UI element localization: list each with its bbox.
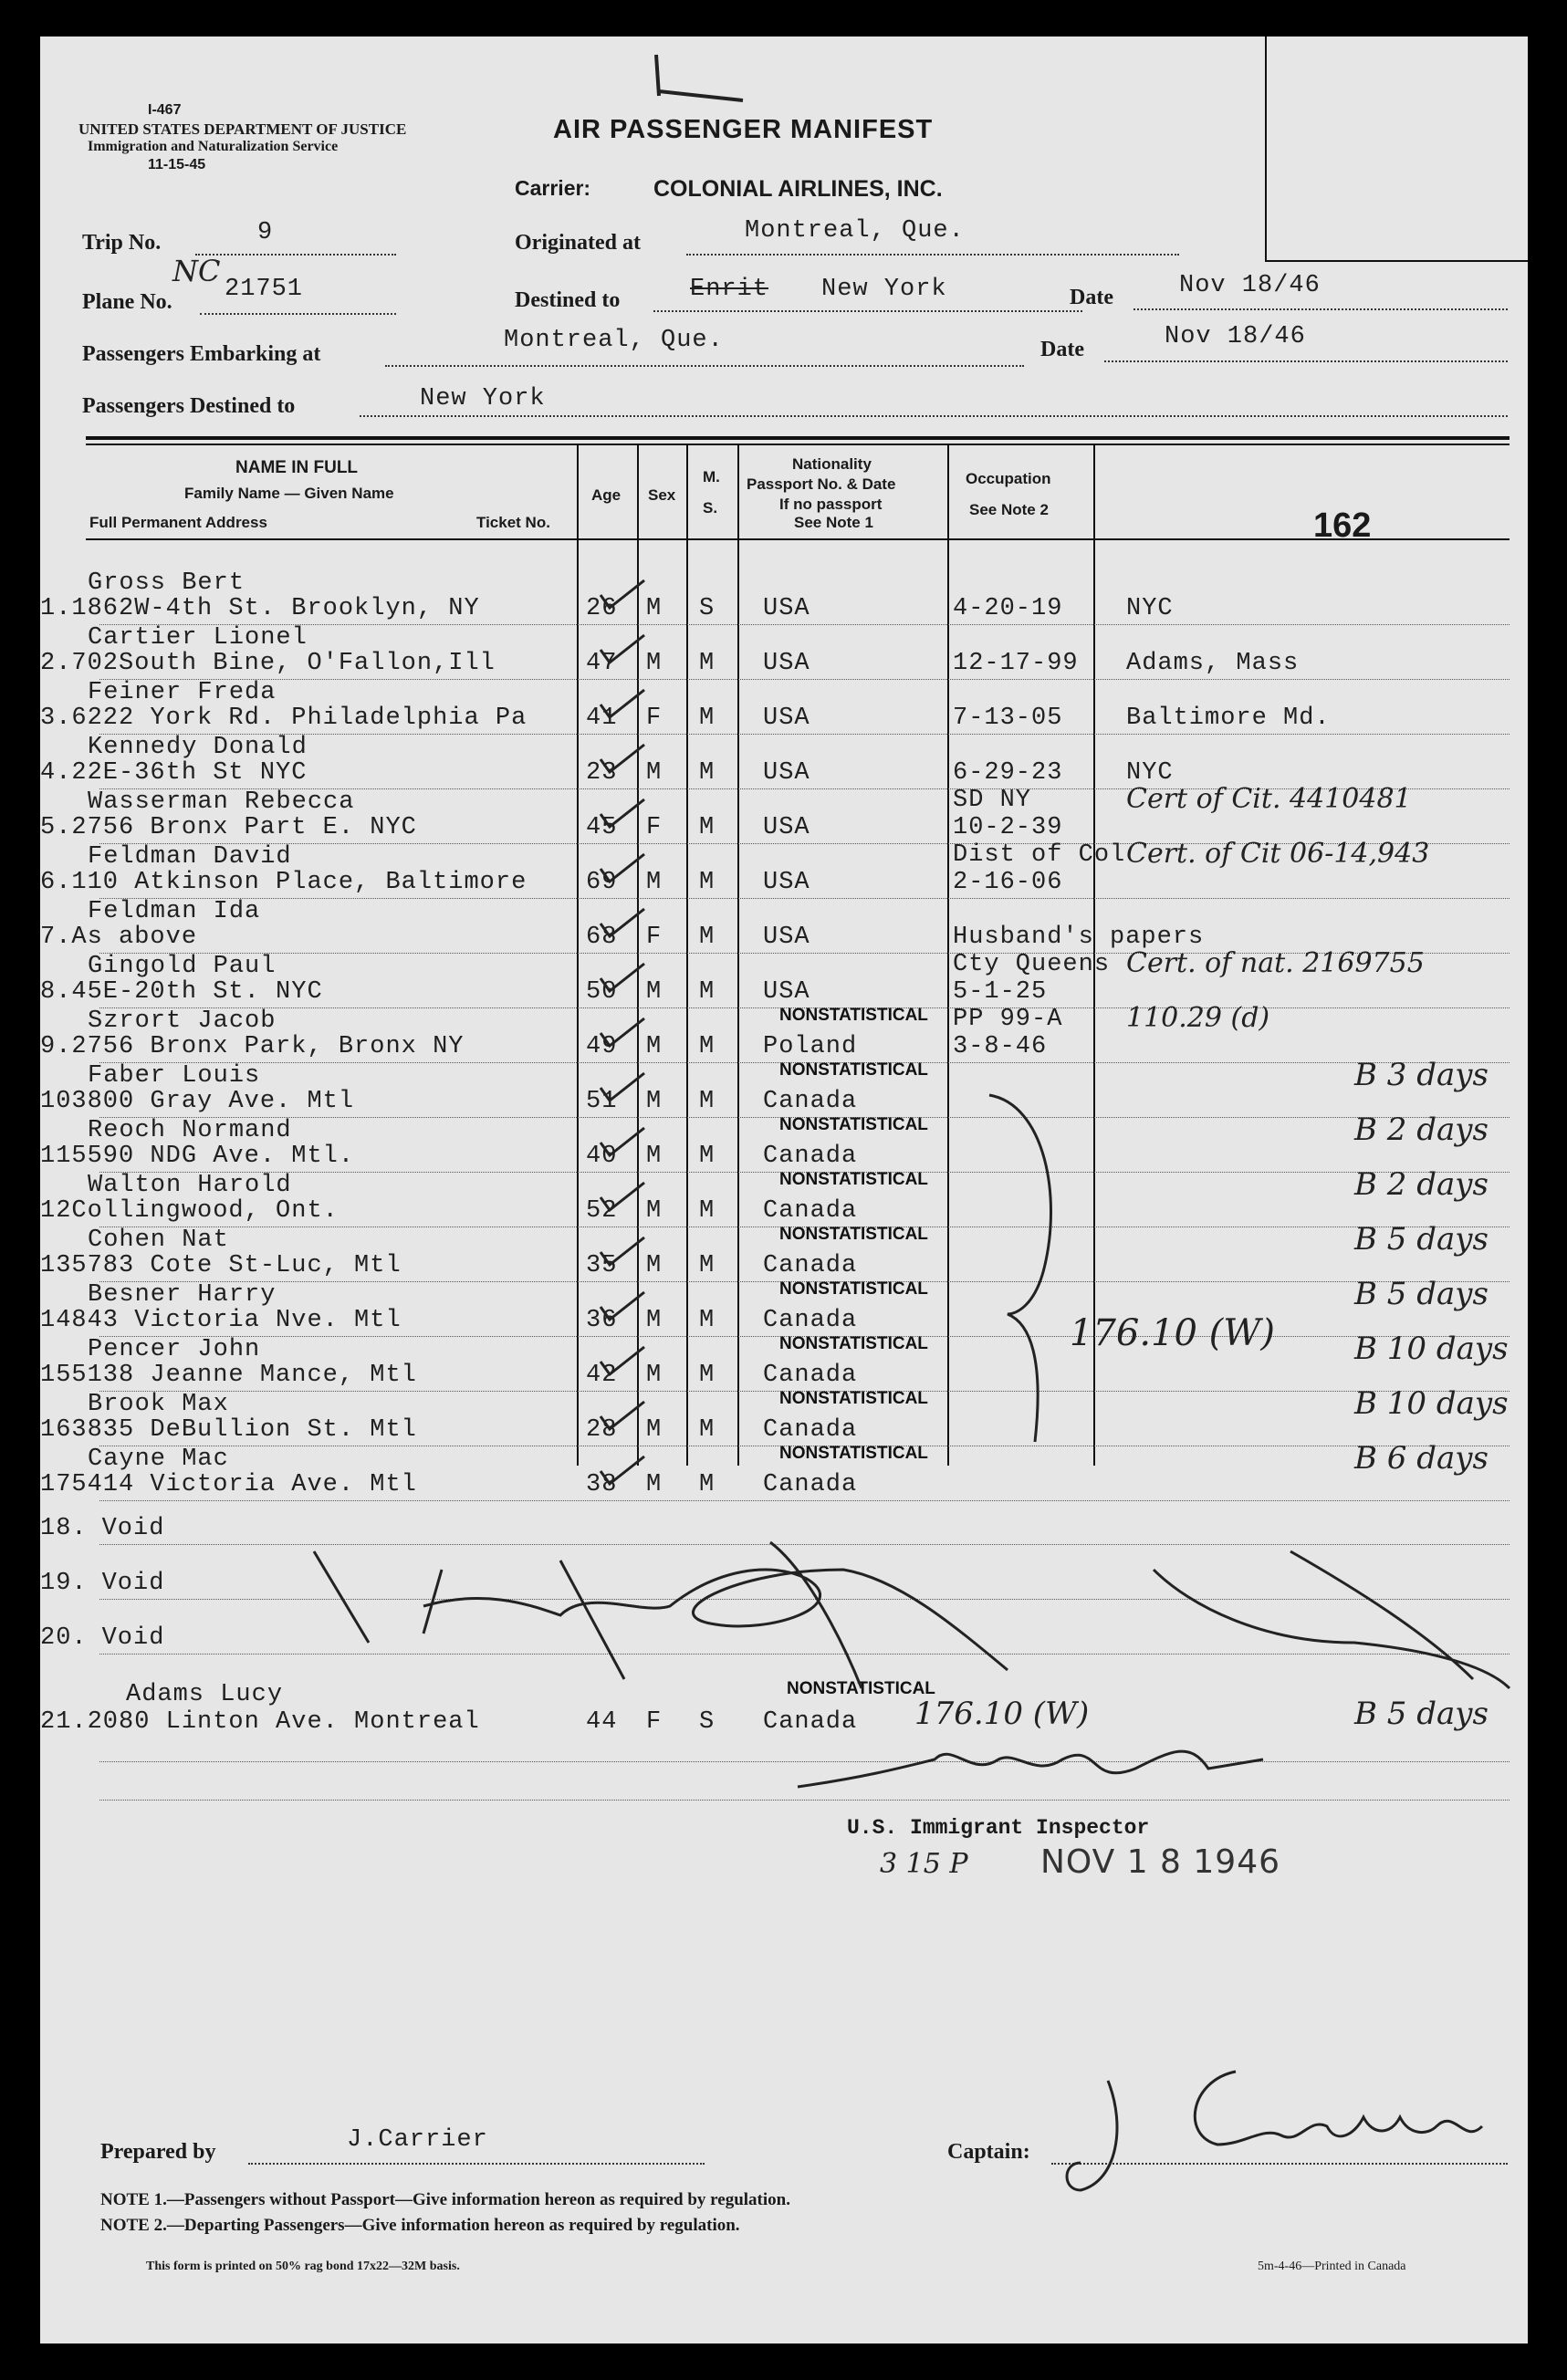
date2-value: Nov 18/46 — [1165, 323, 1306, 350]
passenger-name: Gingold Paul — [88, 953, 277, 980]
passenger-nationality: Canada — [763, 1362, 858, 1389]
passenger-name: Cayne Mac — [88, 1446, 229, 1473]
address-text: As above — [71, 924, 198, 951]
plane-prefix: NC — [172, 254, 221, 288]
passenger-nationality: USA — [763, 978, 810, 1006]
header-sex: Sex — [648, 486, 676, 504]
date-underline — [1133, 308, 1508, 310]
check-mark — [599, 851, 653, 887]
status-stamp: NONSTATISTICAL — [779, 1115, 928, 1134]
pass-dest-label: Passengers Destined to — [82, 394, 296, 418]
passenger-address — [40, 1252, 402, 1279]
passenger-ms: M — [699, 1033, 716, 1060]
carrier-name: COLONIAL AIRLINES, INC. — [653, 176, 943, 202]
handwritten-note: B 10 days — [1354, 1385, 1509, 1422]
originated-label: Originated at — [515, 231, 641, 255]
passenger-name: Besner Harry — [88, 1281, 277, 1309]
passenger-ms: M — [699, 1307, 716, 1334]
passenger-nationality: Canada — [763, 1252, 858, 1279]
row21-name — [88, 1681, 283, 1708]
header-address: Full Permanent Address — [89, 514, 267, 531]
passenger-address — [40, 1143, 354, 1170]
passenger-ms: M — [699, 1471, 716, 1498]
header-nat-3: If no passport — [779, 496, 883, 513]
address-text: 2756 Bronx Park, Bronx NY — [71, 1033, 465, 1060]
inspector-stamp-date: NOV 1 8 1946 — [1040, 1843, 1281, 1881]
passenger-ms: M — [699, 924, 716, 951]
check-mark — [599, 1015, 653, 1051]
form-date-code: 11-15-45 — [148, 157, 206, 172]
address-text: 5414 Victoria Ave. Mtl — [71, 1471, 417, 1498]
passenger-sex: M — [646, 1143, 663, 1170]
passport-line-2: Husband's papers — [953, 924, 1205, 951]
header-nat-2: Passport No. & Date — [747, 475, 896, 493]
passenger-name: Walton Harold — [88, 1172, 292, 1199]
manifest-page — [40, 37, 1528, 2343]
print-code: 5m-4-46—Printed in Canada — [1258, 2260, 1406, 2273]
row-number: 17 — [40, 1471, 72, 1498]
check-mark — [599, 1453, 653, 1489]
form-title: AIR PASSENGER MANIFEST — [553, 115, 934, 144]
header-occ-1: Occupation — [966, 470, 1051, 487]
handwritten-note: Cert. of nat. 2169755 — [1126, 947, 1425, 979]
passenger-nationality: Canada — [763, 1197, 858, 1225]
passport-line-2: 4-20-19 — [953, 595, 1063, 622]
pass-dest-value: New York — [420, 385, 546, 412]
header-ticket: Ticket No. — [476, 514, 550, 531]
row-number: 2. — [40, 650, 72, 677]
col-sep-ms — [686, 444, 688, 1466]
row-number: 3. — [40, 705, 72, 732]
row21-address-text: 2080 Linton Ave. Montreal — [87, 1708, 480, 1736]
passenger-name: Feldman David — [88, 843, 292, 871]
destined-underline — [653, 310, 1082, 312]
passenger-address — [40, 1416, 417, 1444]
passenger-sex: M — [646, 869, 663, 896]
passenger-ms: M — [699, 1197, 716, 1225]
header-name: NAME IN FULL — [235, 458, 359, 477]
row21-status: NONSTATISTICAL — [787, 1679, 935, 1698]
passport-line-2: 2-16-06 — [953, 869, 1063, 896]
check-mark — [599, 1070, 653, 1106]
form-number: I-467 — [148, 102, 182, 118]
print-spec: This form is printed on 50% rag bond 17x22—32M basis. — [146, 2260, 460, 2273]
corner-box-bottom — [1265, 260, 1528, 262]
passport-line-1: Dist of Col — [953, 841, 1126, 869]
row-number: 5. — [40, 814, 72, 841]
passenger-sex: F — [646, 705, 663, 732]
table-header-rule — [86, 538, 1510, 540]
trip-label: Trip No. — [82, 231, 162, 255]
passenger-address — [40, 869, 527, 896]
residence: NYC — [1126, 595, 1174, 622]
handwritten-note: Cert. of Cit 06-14,943 — [1126, 838, 1430, 870]
passenger-sex: M — [646, 1362, 663, 1389]
col-sep-age — [577, 444, 579, 1466]
captain-label: Captain: — [947, 2140, 1030, 2164]
inspector-title: U.S. Immigrant Inspector — [847, 1816, 1150, 1840]
passenger-address — [40, 650, 496, 677]
passenger-address — [40, 1362, 417, 1389]
address-text: 5783 Cote St-Luc, Mtl — [71, 1252, 402, 1279]
prepared-underline — [248, 2163, 705, 2165]
row-number: 4. — [40, 759, 72, 787]
header-occ-2: See Note 2 — [969, 501, 1049, 518]
passport-line-2: 10-2-39 — [953, 814, 1063, 841]
passenger-address — [40, 1033, 464, 1060]
residence: NYC — [1126, 759, 1174, 787]
handwritten-note: Cert of Cit. 4410481 — [1126, 783, 1412, 815]
passenger-nationality: Canada — [763, 1088, 858, 1115]
status-stamp: NONSTATISTICAL — [779, 1444, 928, 1463]
passenger-name: Reoch Normand — [88, 1117, 292, 1144]
trip-value: 9 — [257, 219, 274, 246]
passenger-ms: M — [699, 1416, 716, 1444]
row-rule — [99, 734, 1510, 735]
col-sep-nat — [737, 444, 739, 1466]
passenger-sex: M — [646, 595, 663, 622]
row-number: 1. — [40, 595, 72, 622]
date-value: Nov 18/46 — [1179, 272, 1321, 299]
passenger-age: 51 — [586, 1088, 618, 1115]
destined-label: Destined to — [515, 288, 621, 312]
status-stamp: NONSTATISTICAL — [779, 1279, 928, 1299]
address-text: 5138 Jeanne Mance, Mtl — [71, 1362, 417, 1389]
residence: Adams, Mass — [1126, 650, 1300, 677]
passenger-age: 52 — [586, 1197, 618, 1225]
void-label: Void — [101, 1624, 165, 1652]
passport-line-2: 6-29-23 — [953, 759, 1063, 787]
check-mark — [599, 1289, 653, 1325]
void-row — [40, 1624, 164, 1652]
void-row — [40, 1515, 164, 1542]
date2-underline — [1104, 360, 1508, 362]
row21-sex: F — [646, 1708, 663, 1736]
passenger-age: 49 — [586, 1033, 618, 1060]
note-2: NOTE 2.—Departing Passengers—Give information hereon as required by regulation. — [100, 2216, 740, 2235]
destined-struck: Enrit — [690, 276, 769, 303]
row-number: 16 — [40, 1416, 72, 1444]
check-mark — [599, 1343, 653, 1380]
originated-underline — [686, 254, 1179, 256]
check-mark — [599, 905, 653, 942]
passport-line-1: Cty Queens — [953, 951, 1111, 978]
header-nat-4: See Note 1 — [794, 514, 873, 531]
passenger-nationality: USA — [763, 759, 810, 787]
passenger-sex: M — [646, 1416, 663, 1444]
row-number: 15 — [40, 1362, 72, 1389]
address-text: 110 Atkinson Place, Baltimore — [71, 869, 528, 896]
header-ms-m: M. — [703, 468, 720, 485]
passenger-nationality: USA — [763, 924, 810, 951]
captain-signature — [1053, 2053, 1528, 2218]
header-ms-s: S. — [703, 499, 718, 517]
passenger-name: Cohen Nat — [88, 1227, 229, 1254]
passenger-age: 26 — [586, 595, 618, 622]
address-text: 6222 York Rd. Philadelphia Pa — [71, 705, 528, 732]
void-label: Void — [101, 1515, 165, 1542]
passenger-name: Pencer John — [88, 1336, 261, 1363]
passenger-name: Brook Max — [88, 1391, 229, 1418]
passenger-ms: M — [699, 869, 716, 896]
address-text: 3800 Gray Ave. Mtl — [71, 1088, 355, 1115]
passenger-age: 47 — [586, 650, 618, 677]
row21-nat: Canada — [763, 1708, 858, 1736]
address-text: 843 Victoria Nve. Mtl — [71, 1307, 402, 1334]
handwritten-note: B 10 days — [1354, 1331, 1509, 1367]
check-mark — [599, 1179, 653, 1216]
check-mark — [599, 1234, 653, 1270]
row21-hand-days: B 5 days — [1354, 1696, 1489, 1732]
passenger-ms: M — [699, 1362, 716, 1389]
void-scribble — [259, 1533, 1519, 1716]
row-rule — [99, 1500, 1510, 1501]
passenger-address — [40, 1197, 339, 1225]
address-text: 2756 Bronx Part E. NYC — [71, 814, 417, 841]
row-number: 9. — [40, 1033, 72, 1060]
passenger-sex: M — [646, 1307, 663, 1334]
header-nat-1: Nationality — [792, 455, 872, 473]
note-1: NOTE 1.—Passengers without Passport—Give information hereon as required by regulation. — [100, 2190, 790, 2209]
check-mark — [599, 632, 653, 668]
passenger-address — [40, 1088, 354, 1115]
destined-value: New York — [821, 276, 947, 303]
table-top-rule-2 — [86, 444, 1510, 445]
passenger-age: 36 — [586, 1307, 618, 1334]
row-number: 12 — [40, 1197, 72, 1225]
address-text: 1862W-4th St. Brooklyn, NY — [71, 595, 480, 622]
passenger-age: 35 — [586, 1252, 618, 1279]
residence: Baltimore Md. — [1126, 705, 1331, 732]
passenger-age: 42 — [586, 1362, 618, 1389]
col-sep-occ — [947, 444, 949, 1466]
passenger-name: Szrort Jacob — [88, 1007, 277, 1035]
status-stamp: NONSTATISTICAL — [779, 1334, 928, 1353]
passport-line-2: 7-13-05 — [953, 705, 1063, 732]
row21-name-text: Adams Lucy — [126, 1681, 284, 1708]
passenger-name: Kennedy Donald — [88, 734, 308, 761]
passenger-address — [40, 1307, 402, 1334]
row-number: 18. — [40, 1515, 88, 1542]
handwritten-note: B 2 days — [1354, 1166, 1489, 1203]
passenger-name: Gross Bert — [88, 569, 245, 597]
row-number: 19. — [40, 1570, 88, 1597]
passenger-nationality: Canada — [763, 1307, 858, 1334]
passenger-sex: M — [646, 759, 663, 787]
passenger-name: Feldman Ida — [88, 898, 261, 925]
page-number: 162 — [1313, 506, 1372, 545]
passenger-nationality: USA — [763, 869, 810, 896]
passenger-address — [40, 705, 527, 732]
row-rule — [99, 679, 1510, 680]
bracket-note: 176.10 (W) — [1070, 1312, 1275, 1354]
passenger-sex: M — [646, 978, 663, 1006]
passenger-name: Faber Louis — [88, 1062, 261, 1090]
row-rule — [99, 624, 1510, 625]
passenger-address — [40, 1471, 417, 1498]
row-number: 7. — [40, 924, 72, 951]
row21-age: 44 — [586, 1708, 618, 1736]
passenger-sex: M — [646, 1471, 663, 1498]
passport-line-1: SD NY — [953, 787, 1032, 814]
passenger-address — [40, 814, 417, 841]
embarking-label: Passengers Embarking at — [82, 342, 321, 366]
check-mark — [599, 1124, 653, 1161]
passenger-nationality: Canada — [763, 1143, 858, 1170]
passenger-age: 23 — [586, 759, 618, 787]
date2-label: Date — [1040, 338, 1084, 361]
passport-line-2: 3-8-46 — [953, 1033, 1048, 1060]
passenger-nationality: USA — [763, 814, 810, 841]
handwritten-note: 110.29 (d) — [1126, 1002, 1270, 1034]
status-stamp: NONSTATISTICAL — [779, 1225, 928, 1244]
passenger-age: 40 — [586, 1143, 618, 1170]
handwritten-note: B 5 days — [1354, 1276, 1489, 1312]
passenger-sex: M — [646, 1033, 663, 1060]
address-text: 3835 DeBullion St. Mtl — [71, 1416, 417, 1444]
plane-underline — [200, 313, 396, 315]
status-stamp: NONSTATISTICAL — [779, 1006, 928, 1025]
handwritten-note: B 2 days — [1354, 1112, 1489, 1148]
bracket-mark — [980, 1086, 1090, 1451]
passenger-ms: M — [699, 759, 716, 787]
carrier-label: Carrier: — [515, 176, 591, 200]
pass-dest-underline — [360, 415, 1508, 417]
passenger-nationality: USA — [763, 650, 810, 677]
passenger-age: 38 — [586, 1471, 618, 1498]
passenger-ms: M — [699, 1252, 716, 1279]
top-pen-mark — [642, 46, 779, 119]
status-stamp: NONSTATISTICAL — [779, 1389, 928, 1408]
address-text: 5590 NDG Ave. Mtl. — [71, 1143, 355, 1170]
passenger-address — [40, 924, 197, 951]
inspector-time: 3 15 P — [880, 1848, 968, 1880]
passenger-sex: M — [646, 1088, 663, 1115]
department: UNITED STATES DEPARTMENT OF JUSTICE — [78, 120, 407, 138]
prepared-label: Prepared by — [100, 2140, 216, 2164]
plane-value: 21751 — [225, 276, 304, 303]
embarking-value: Montreal, Que. — [504, 327, 724, 354]
row-number: 13 — [40, 1252, 72, 1279]
check-mark — [599, 686, 653, 723]
passport-line-1: PP 99-A — [953, 1006, 1063, 1033]
header-family: Family Name — Given Name — [184, 485, 394, 502]
passport-line-2: 12-17-99 — [953, 650, 1079, 677]
void-label: Void — [101, 1570, 165, 1597]
passenger-address — [40, 595, 480, 622]
service: Immigration and Naturalization Service — [88, 139, 339, 154]
prepared-value: J.Carrier — [347, 2126, 488, 2154]
passenger-age: 68 — [586, 924, 618, 951]
passenger-nationality: Canada — [763, 1471, 858, 1498]
address-text: 702South Bine, O'Fallon,Ill — [71, 650, 496, 677]
check-mark — [599, 741, 653, 778]
plane-label: Plane No. — [82, 290, 172, 314]
check-mark — [599, 796, 653, 832]
passenger-age: 28 — [586, 1416, 618, 1444]
address-text: 22E-36th St NYC — [71, 759, 308, 787]
address-text: Collingwood, Ont. — [71, 1197, 339, 1225]
passenger-ms: S — [699, 595, 716, 622]
passenger-ms: M — [699, 1143, 716, 1170]
passenger-name: Cartier Lionel — [88, 624, 308, 652]
passenger-sex: M — [646, 650, 663, 677]
status-stamp: NONSTATISTICAL — [779, 1060, 928, 1080]
row21-ms: S — [699, 1708, 716, 1736]
row-number: 14 — [40, 1307, 72, 1334]
row-number: 20. — [40, 1624, 88, 1652]
handwritten-note: B 3 days — [1354, 1057, 1489, 1093]
address-text: 45E-20th St. NYC — [71, 978, 323, 1006]
passenger-sex: F — [646, 814, 663, 841]
passenger-sex: M — [646, 1197, 663, 1225]
passenger-ms: M — [699, 705, 716, 732]
check-mark — [599, 577, 653, 613]
passenger-nationality: USA — [763, 595, 810, 622]
row-rule — [99, 898, 1510, 899]
passenger-age: 45 — [586, 814, 618, 841]
passenger-address — [40, 978, 323, 1006]
passenger-address — [40, 759, 307, 787]
header-age: Age — [591, 486, 622, 504]
row21-hand-code: 176.10 (W) — [914, 1696, 1090, 1732]
passenger-name: Feiner Freda — [88, 679, 277, 706]
passport-line-2: 5-1-25 — [953, 978, 1048, 1006]
passenger-ms: M — [699, 978, 716, 1006]
passenger-age: 69 — [586, 869, 618, 896]
passenger-nationality: Poland — [763, 1033, 858, 1060]
passenger-nationality: Canada — [763, 1416, 858, 1444]
passenger-sex: M — [646, 1252, 663, 1279]
status-stamp: NONSTATISTICAL — [779, 1170, 928, 1189]
trip-underline — [195, 254, 396, 256]
passenger-sex: F — [646, 924, 663, 951]
corner-box-left — [1265, 37, 1267, 260]
passenger-age: 41 — [586, 705, 618, 732]
passenger-nationality: USA — [763, 705, 810, 732]
passenger-name: Wasserman Rebecca — [88, 788, 355, 816]
passenger-age: 50 — [586, 978, 618, 1006]
row-number: 6. — [40, 869, 72, 896]
embarking-underline — [385, 365, 1024, 367]
handwritten-note: B 5 days — [1354, 1221, 1489, 1258]
table-top-rule — [86, 436, 1510, 440]
row-number: 8. — [40, 978, 72, 1006]
handwritten-note: B 6 days — [1354, 1440, 1489, 1477]
row-number: 10 — [40, 1088, 72, 1115]
check-mark — [599, 1398, 653, 1435]
passenger-ms: M — [699, 1088, 716, 1115]
void-row — [40, 1570, 164, 1597]
date-label: Date — [1070, 286, 1113, 309]
check-mark — [599, 960, 653, 997]
row-number: 11 — [40, 1143, 72, 1170]
originated-value: Montreal, Que. — [745, 217, 965, 245]
passenger-ms: M — [699, 650, 716, 677]
inspector-signature — [789, 1732, 1336, 1814]
passenger-ms: M — [699, 814, 716, 841]
row21-number-visible: 21. — [40, 1708, 88, 1736]
